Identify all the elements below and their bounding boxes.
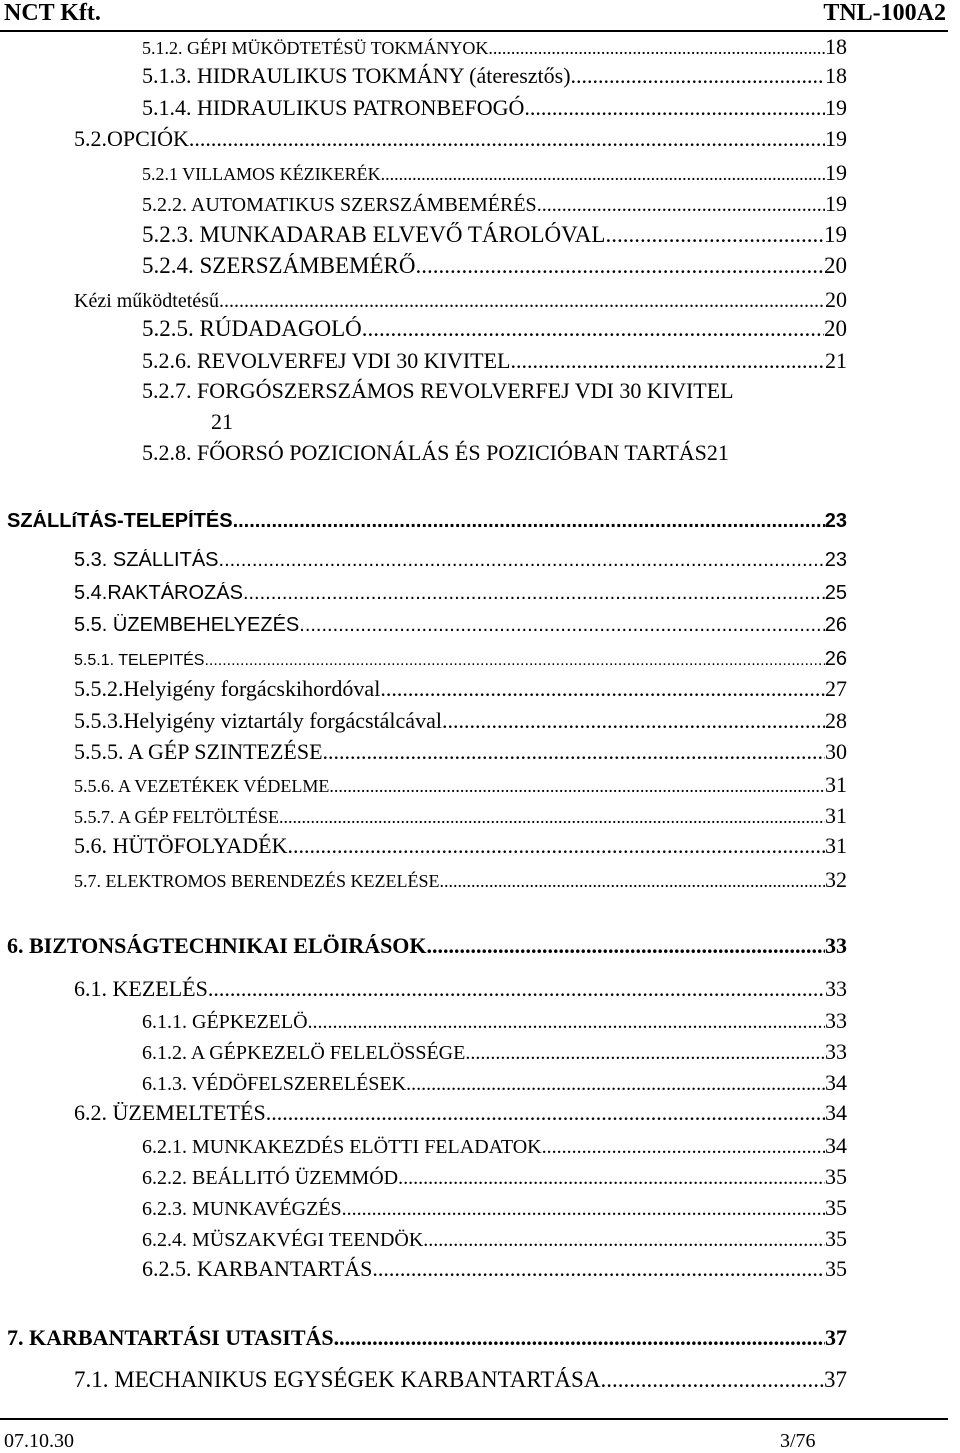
toc-entry-page: 35 [825,1164,847,1189]
toc-leader [334,1325,825,1351]
model-number: TNL-100A2 [823,0,946,26]
toc-entry[interactable] [142,1008,847,1034]
toc-leader [342,1198,825,1221]
toc-leader [308,1011,825,1034]
toc-leader [243,582,825,605]
toc-entry[interactable] [142,34,847,60]
toc-entry[interactable] [142,160,847,186]
toc-entry-page: 25 [824,582,847,604]
page-header [0,0,960,30]
toc-entry[interactable] [74,867,847,893]
toc-entry-page: 35 [825,1226,847,1251]
toc-entry-page: 19 [825,126,847,151]
toc-entry[interactable] [142,348,847,374]
toc-leader [372,1256,825,1282]
toc-entry-page: 18 [825,63,847,88]
toc-entry[interactable] [74,976,847,1002]
toc-entry-page: 35 [825,1256,847,1281]
toc-leader [511,348,826,374]
toc-leader [380,676,825,702]
toc-leader [189,126,825,152]
toc-leader [329,776,825,797]
toc-entry[interactable] [7,933,847,959]
toc-leader [439,871,825,892]
toc-entry-title: 5.2.2. AUTOMATIKUS SZERSZÁMBEMÉRÉS [142,194,537,216]
toc-leader [542,1136,825,1159]
toc-leader [427,933,825,959]
toc-entry[interactable] [142,1195,847,1221]
toc-entry-page: 37 [825,1325,847,1350]
toc-entry-page: 34 [825,1070,847,1095]
toc-entry-title: 6.2.1. MUNKAKEZDÉS ELÖTTI FELADATOK [142,1136,542,1158]
toc-entry-title: 7. KARBANTARTÁSI UTASITÁS [7,1325,334,1350]
toc-leader [233,510,825,533]
toc-entry-title: 5.2.5. RÚDADAGOLÓ [142,316,362,341]
toc-entry-title: 6.1.2. A GÉPKEZELÖ FELELÖSSÉGE [142,1042,466,1064]
toc-entry[interactable] [74,287,847,313]
toc-entry-page: 37 [824,1367,847,1392]
toc-entry-page: 20 [825,287,847,312]
toc-entry-title: 7.1. MECHANIKUS EGYSÉGEK KARBANTARTÁSA [74,1367,601,1392]
toc-leader [288,833,825,859]
toc-entry-title: 6. BIZTONSÁGTECHNIKAI ELÖIRÁSOK [7,933,427,958]
toc-entry-page: 27 [825,676,847,701]
toc-entry[interactable] [74,126,847,152]
toc-entry-title: 5.5. ÜZEMBEHELYEZÉS [74,614,300,636]
toc-entry-page: 20 [824,253,847,278]
toc-leader [537,194,825,217]
toc-entry-page: 33 [825,976,847,1001]
toc-entry-page: 19 [824,222,847,247]
toc-entry-title: 5.2.3. MUNKADARAB ELVEVŐ TÁROLÓVAL [142,222,606,247]
toc-leader [362,316,824,342]
toc-entry-title: 6.2.5. KARBANTARTÁS [142,1256,373,1281]
toc-leader [423,1229,825,1252]
toc-leader [381,164,825,185]
toc-entry-title: 5.1.2. GÉPI MÜKÖDTETÉSÜ TOKMÁNYOK [142,38,489,58]
toc-entry-page: 23 [824,549,847,571]
toc-entry-page: 30 [825,739,847,764]
toc-entry[interactable] [74,549,847,572]
toc-entry-title: 5.5.2.Helyigény forgácskihordóval [74,676,381,701]
company-name: NCT Kft. [4,0,101,26]
toc-leader [279,807,825,828]
toc-entry-title: 6.2.4. MÜSZAKVÉGI TEENDÖK [142,1229,424,1251]
toc-entry[interactable] [142,95,847,121]
toc-entry-title: 5.7. ELEKTROMOS BERENDEZÉS KEZELÉSE [74,871,440,891]
toc-entry-title: 5.6. HÜTÖFOLYADÉK [74,833,288,858]
toc-entry-title: 5.2.4. SZERSZÁMBEMÉRŐ [142,253,416,278]
toc-entry-title: 5.2.6. REVOLVERFEJ VDI 30 KIVITEL [142,348,511,373]
toc-entry[interactable] [7,510,847,533]
header-rule [0,30,948,32]
toc-entry[interactable] [74,1367,847,1393]
toc-entry-title: 5.3. SZÁLLITÁS [74,549,219,571]
toc-entry-page: 20 [824,316,847,341]
toc-entry[interactable] [142,1039,847,1065]
toc-entry[interactable] [142,253,847,279]
toc-leader [398,1167,825,1190]
toc-leader [605,222,824,248]
toc-entry-page: 28 [825,708,847,733]
toc-entry-page: 33 [825,1039,847,1064]
toc-entry[interactable] [142,1256,847,1282]
footer-date: 07.10.30 [4,1430,74,1452]
toc-leader [204,652,824,670]
toc-leader [488,38,825,59]
toc-leader [299,614,824,637]
toc-entry[interactable] [142,1164,847,1190]
toc-entry[interactable] [142,1226,847,1252]
toc-entry-page: 33 [825,933,847,958]
toc-entry[interactable] [74,582,847,605]
toc-entry-title: 6.2.2. BEÁLLITÓ ÜZEMMÓD [142,1167,399,1189]
toc-entry[interactable] [74,772,847,798]
toc-leader [600,1367,824,1393]
toc-entry-title: 5.4.RAKTÁROZÁS [74,582,243,604]
toc-entry-title: 6.2.3. MUNKAVÉGZÉS [142,1198,342,1220]
toc-entry-title: 6.2. ÜZEMELTETÉS [74,1100,266,1125]
toc-entry-title: 5.5.3.Helyigény viztartály forgácstálcával [74,708,442,733]
toc-entry[interactable] [74,1100,847,1126]
toc-entry-page: 31 [825,803,847,828]
toc-entry-page: 32 [825,867,847,892]
toc-leader [415,253,824,279]
toc-entry[interactable] [142,1133,847,1159]
footer-rule [0,1418,948,1420]
toc-entry-title: 5.1.3. HIDRAULIKUS TOKMÁNY (áteresztős) [142,63,571,88]
toc-entry-title: 5.5.5. A GÉP SZINTEZÉSE [74,739,323,764]
toc-entry-page: 19 [825,95,847,120]
toc-leader [219,549,825,572]
toc-entry[interactable] [74,676,847,702]
toc-entry-page: 35 [825,1195,847,1220]
toc-entry-page: 18 [825,34,847,59]
toc-entry[interactable] [142,63,847,89]
toc-entry[interactable] [142,222,847,248]
toc-entry-page: 21 [211,409,233,434]
toc-entry-title: 6.1.1. GÉPKEZELÖ [142,1011,308,1033]
toc-entry-page: 31 [825,833,847,858]
toc-leader [524,95,825,121]
toc-entry[interactable] [142,316,847,342]
toc-leader [323,739,825,765]
toc-entry-page: 33 [825,1008,847,1033]
toc-leader [208,976,825,1002]
toc-entry[interactable] [7,1325,847,1351]
toc-entry-title: 5.5.7. A GÉP FELTÖLTÉSE [74,807,280,827]
toc-entry[interactable] [74,803,847,829]
toc-entry-title: 5.5.6. A VEZETÉKEK VÉDELME [74,776,330,796]
toc-leader [219,290,825,313]
toc-entry-title: 5.2.8. FŐORSÓ POZICIONÁLÁS ÉS POZICIÓBAN TARTÁS21 [142,440,729,465]
toc-leader [465,1042,825,1065]
toc-entry-title: Kézi működtetésű [74,290,219,312]
toc-entry-title: 6.1. KEZELÉS [74,976,208,1001]
toc-entry-page: 26 [824,648,847,670]
toc-entry[interactable] [74,833,847,859]
toc-entry-page: 31 [825,772,847,797]
toc-entry-title: 5.1.4. HIDRAULIKUS PATRONBEFOGÓ [142,95,525,120]
toc-entry[interactable] [74,648,847,671]
toc-entry[interactable] [74,739,847,765]
toc-entry-page: 19 [825,160,847,185]
toc-entry-page: 26 [824,614,847,636]
toc-entry-title: SZÁLLíTÁS-TELEPÍTÉS [7,510,233,532]
toc-leader [266,1100,825,1126]
toc-entry-title: 5.2.7. FORGÓSZERSZÁMOS REVOLVERFEJ VDI 30 KIVITEL [142,378,734,403]
toc-entry-page: 34 [825,1100,847,1125]
toc-entry[interactable] [142,191,847,217]
footer-page-number: 3/76 [780,1430,816,1452]
toc-entry-title: 6.1.3. VÉDÖFELSZERELÉSEK [142,1073,407,1095]
toc-entry-page: 19 [825,191,847,216]
toc-entry-title: 5.2.1 VILLAMOS KÉZIKERÉK [142,164,381,184]
toc-entry-page: 21 [825,348,847,373]
toc-entry[interactable] [74,708,847,734]
toc-entry-title: 5.2.OPCIÓK [74,126,189,151]
toc-leader [406,1073,825,1096]
toc-leader [571,63,825,89]
toc-entry[interactable] [74,614,847,637]
toc-leader [442,708,825,734]
toc-entry-page: 34 [825,1133,847,1158]
toc-entry[interactable] [142,1070,847,1096]
toc-entry-page: 23 [824,510,847,532]
toc-entry-title: 5.5.1. TELEPITÉS [74,652,205,669]
